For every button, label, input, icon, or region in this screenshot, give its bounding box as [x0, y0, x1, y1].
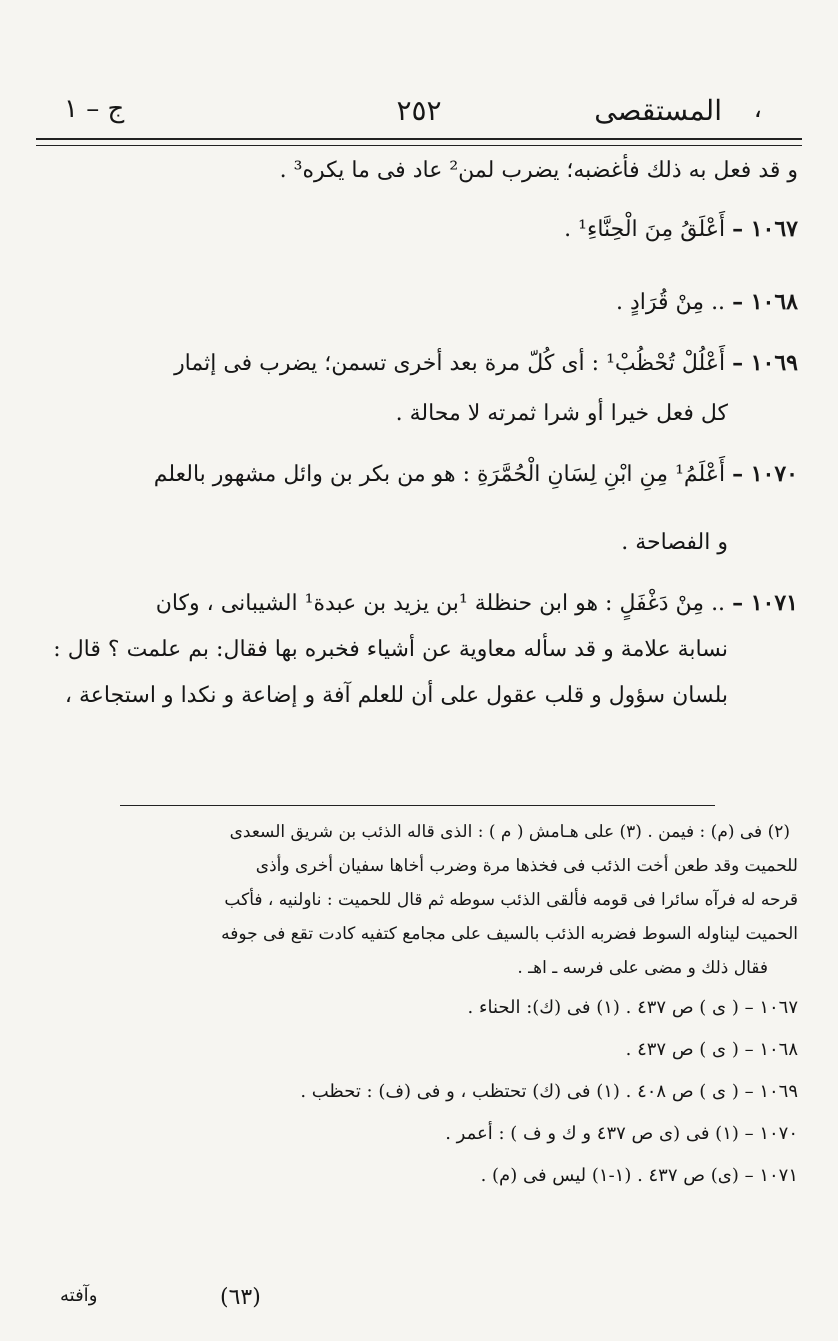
- entry-text: أَعْلُلْ تُحْظُبْ¹ : أى كُلّ مرة بعد أخرى تسمن؛ يضرب فى إثمار: [174, 351, 726, 376]
- running-header: [36, 88, 802, 134]
- entry-text-continued: كل فعل خيرا أو شرا ثمرته لا محالة .: [395, 401, 728, 426]
- page-footer: [40, 1285, 798, 1325]
- header-comma: ،: [753, 94, 762, 124]
- entry-1067: [40, 213, 798, 246]
- entry-1070: [40, 458, 798, 559]
- entry-text: .. مِنْ قُرَادٍ .: [616, 290, 726, 315]
- footnote-line: (٢) فى (م) : فيمن . (٣) على هـامش ( م ) : الذى قاله الذئب بن شريق السعدى: [229, 822, 790, 842]
- entry-number: ١٠٦٨ –: [732, 289, 798, 315]
- page-number: ٢٥٢: [396, 94, 442, 127]
- volume-label: ج – ١: [64, 94, 125, 124]
- reference-line: ١٠٦٨ – ( ى ) ص ٤٣٧ .: [625, 1039, 798, 1060]
- entry-text-continued: بلسان سؤول و قلب عقول على أن للعلم آفة و إضاعة و نكدا و استجاعة ،: [64, 683, 728, 708]
- footnote-line: قرحه له فرآه سائرا فى قومه فألقى الذئب سوطه ثم قال للحميت : ناولنيه ، فأكب: [224, 890, 798, 910]
- signature-mark: (٦٣): [220, 1285, 261, 1310]
- entry-text-continued: و الفصاحة .: [621, 530, 728, 555]
- catchword: وآفته: [60, 1285, 98, 1306]
- intro-line: و قد فعل به ذلك فأغضبه؛ يضرب لمن² عاد فى ما يكره³ .: [279, 158, 798, 183]
- entry-1069: [40, 347, 798, 430]
- entry-number: ١٠٦٧ –: [732, 216, 798, 242]
- entry-text: أَعْلَقُ مِنَ الْحِنَّاءِ¹ .: [564, 217, 726, 242]
- footnote-line: الحميت ليناوله السوط فضربه الذئب بالسيف على مجامع كتفيه كادت تقع فى جوفه: [221, 924, 798, 944]
- reference-line: ١٠٧١ – (ى) ص ٤٣٧ . (١-١) ليس فى (م) .: [480, 1165, 798, 1186]
- footnotes: [40, 815, 798, 1195]
- entry-1071: [40, 587, 798, 712]
- header-rule-thick: [36, 138, 802, 140]
- reference-line: ١٠٦٧ – ( ى ) ص ٤٣٧ . (١) فى (ك): الحناء .: [467, 997, 798, 1018]
- footnote-line: للحميت وقد طعن أخت الذئب فى فخذها مرة وضرب أخاها سفيان أخرى وأذى: [255, 856, 798, 876]
- reference-line: ١٠٦٩ – ( ى ) ص ٤٠٨ . (١) فى (ك) تحتظب ، و فى (ف) : تحظب .: [300, 1081, 798, 1102]
- footnote-separator: [120, 805, 715, 806]
- footnote-line: فقال ذلك و مضى على فرسه ـ اهـ .: [517, 958, 768, 978]
- entry-1068: [40, 286, 798, 319]
- entry-number: ١٠٧٠ –: [732, 461, 798, 487]
- entry-text: أَعْلَمُ¹ مِنِ ابْنِ لِسَانِ الْحُمَّرَةِ : هو من بكر بن وائل مشهور بالعلم: [153, 462, 726, 487]
- entry-text: .. مِنْ دَغْفَلٍ : هو ابن حنظلة ¹بن يزيد بن عبدة¹ الشيبانى ، وكان: [155, 591, 726, 616]
- reference-line: ١٠٧٠ – (١) فى (ى ص ٤٣٧ و ك و ف ) : أعمر .: [445, 1123, 798, 1144]
- header-title: المستقصى: [594, 94, 722, 127]
- header-rule-thin: [36, 145, 802, 146]
- main-text: [40, 155, 798, 712]
- entry-text-continued: نسابة علامة و قد سأله معاوية عن أشياء فخبره بها فقال: بم علمت ؟ قال :: [53, 637, 728, 662]
- entry-number: ١٠٧١ –: [732, 590, 798, 616]
- entry-number: ١٠٦٩ –: [732, 350, 798, 376]
